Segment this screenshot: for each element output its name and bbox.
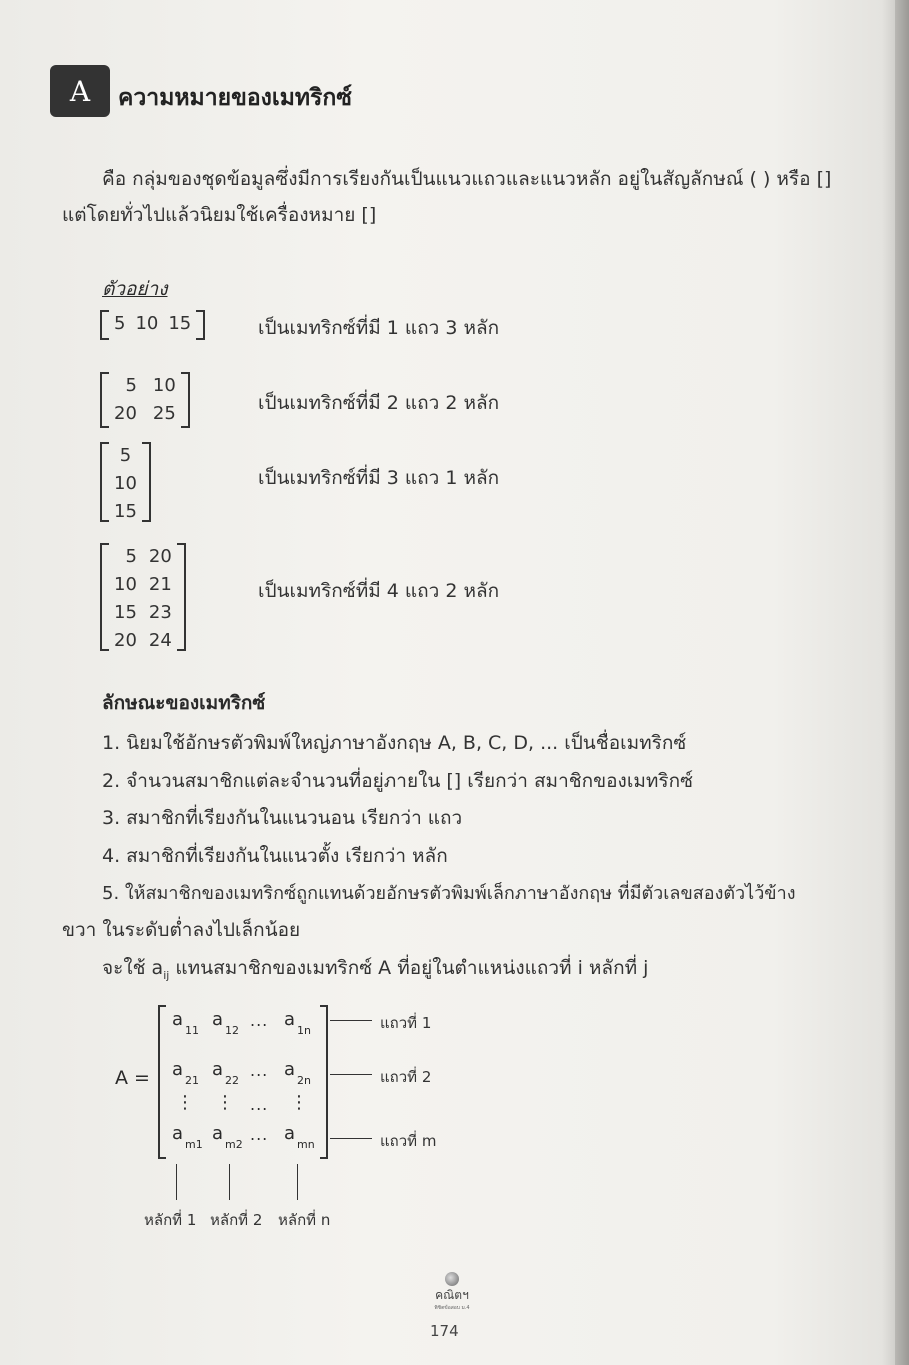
row-pointer-line (330, 1020, 372, 1021)
matrix-cell: 20 (114, 630, 137, 651)
row-label-m: แถวที่ m (380, 1132, 437, 1150)
matrix-cell: 5 (119, 445, 132, 466)
matrix-cell: 21 (148, 574, 172, 595)
characteristic-item-2: 2. จำนวนสมาชิกแต่ละจำนวนที่อยู่ภายใน [] เรียกว่า สมาชิกของเมทริกซ์ (102, 770, 693, 792)
characteristics-title: ลักษณะของเมทริกซ์ (102, 692, 266, 714)
example-matrix-2 (100, 372, 190, 428)
logo-text: คณิตฯ (435, 1288, 469, 1302)
row-label-2: แถวที่ 2 (380, 1068, 432, 1086)
column-pointer-line (229, 1164, 230, 1200)
example-desc-4: เป็นเมทริกซ์ที่มี 4 แถว 2 หลัก (258, 580, 500, 602)
example-label: ตัวอย่าง (102, 278, 168, 300)
matrix-element: $a_{1n}$ (284, 1009, 312, 1037)
matrix-element: $a_{m1}$ (172, 1123, 203, 1151)
example-matrix-1 (100, 310, 205, 340)
left-bracket (100, 442, 109, 522)
characteristic-item-1: 1. นิยมใช้อักษรตัวพิมพ์ใหญ่ภาษาอังกฤษ A, B, C, D, ... เป็นชื่อเมทริกซ์ (102, 732, 687, 754)
column-label-1: หลักที่ 1 (144, 1211, 197, 1229)
horizontal-ellipsis: ... (250, 1061, 269, 1080)
matrix-cell: 23 (148, 602, 172, 623)
logo-subtext: พิชิตข้อสอบ ม.4 (434, 1305, 470, 1311)
column-pointer-line (297, 1164, 298, 1200)
example-desc-1: เป็นเมทริกซ์ที่มี 1 แถว 3 หลัก (258, 317, 500, 339)
general-matrix (158, 1005, 328, 1155)
general-matrix-lhs: A = (115, 1067, 150, 1089)
horizontal-ellipsis: ... (250, 1125, 269, 1144)
definition-line-1: คือ กลุ่มของชุดข้อมูลซึ่งมีการเรียงกันเป็นแนวแถวและแนวหลัก อยู่ในสัญลักษณ์ ( ) หรือ [] (102, 168, 832, 190)
right-bracket (181, 372, 190, 428)
definition-line-2: แต่โดยทั่วไปแล้วนิยมใช้เครื่องหมาย [] (62, 204, 377, 226)
matrix-cell: 15 (114, 602, 137, 623)
column-pointer-line (176, 1164, 177, 1200)
matrix-cell: 25 (152, 403, 176, 424)
right-bracket (177, 543, 186, 651)
column-label-2: หลักที่ 2 (210, 1211, 263, 1229)
aij-sub: ij (163, 968, 170, 982)
horizontal-ellipsis: ... (250, 1011, 269, 1030)
matrix-cell: 10 (152, 375, 176, 396)
right-bracket (196, 310, 205, 340)
matrix-cell: 15 (114, 501, 137, 522)
matrix-cell: 20 (114, 403, 137, 424)
matrix-element: $a_{12}$ (212, 1009, 240, 1037)
characteristic-item-3: 3. สมาชิกที่เรียงกันในแนวนอน เรียกว่า แถว (102, 807, 463, 829)
matrix-element: $a_{21}$ (172, 1059, 200, 1087)
section-badge: A (50, 65, 110, 117)
page-number: 174 (430, 1322, 459, 1340)
right-bracket (320, 1005, 328, 1159)
matrix-element: $a_{2n}$ (284, 1059, 312, 1087)
matrix-cell: 5 (114, 313, 126, 334)
book-spine-shadow (895, 0, 909, 1365)
vertical-ellipsis: ⋮ (290, 1092, 308, 1113)
characteristic-item-5-cont: ขวา ในระดับต่ำลงไปเล็กน้อย (62, 919, 301, 941)
aij-explanation (102, 953, 648, 983)
row-label-1: แถวที่ 1 (380, 1014, 432, 1032)
matrix-cell: 10 (114, 473, 137, 494)
matrix-cell: 10 (114, 574, 137, 595)
characteristic-item-4: 4. สมาชิกที่เรียงกันในแนวตั้ง เรียกว่า หลัก (102, 845, 448, 867)
matrix-element: $a_{m2}$ (212, 1123, 243, 1151)
matrix-element: $a_{11}$ (172, 1009, 200, 1037)
matrix-element: $a_{mn}$ (284, 1123, 315, 1151)
matrix-cell: 20 (148, 546, 172, 567)
right-bracket (142, 442, 151, 522)
matrix-cell: 5 (125, 546, 137, 567)
left-bracket (100, 372, 109, 428)
horizontal-ellipsis: ... (250, 1095, 269, 1114)
example-matrix-4 (100, 543, 186, 651)
logo-ball-icon (445, 1272, 459, 1286)
matrix-cell: 15 (168, 313, 192, 334)
vertical-ellipsis: ⋮ (176, 1092, 194, 1113)
matrix-cell: 10 (135, 313, 159, 334)
matrix-cell: 5 (125, 375, 137, 396)
example-matrix-3 (100, 442, 151, 522)
matrix-cell: 24 (148, 630, 172, 651)
characteristic-item-5: 5. ให้สมาชิกของเมทริกซ์ถูกแทนด้วยอักษรตัวพิมพ์เล็กภาษาอังกฤษ ที่มีตัวเลขสองตัวไว้ข้าง (102, 883, 796, 904)
book-logo (423, 1272, 481, 1312)
example-desc-3: เป็นเมทริกซ์ที่มี 3 แถว 1 หลัก (258, 467, 500, 489)
example-desc-2: เป็นเมทริกซ์ที่มี 2 แถว 2 หลัก (258, 392, 500, 414)
column-label-n: หลักที่ n (278, 1211, 331, 1229)
vertical-ellipsis: ⋮ (216, 1092, 234, 1113)
left-bracket (100, 543, 109, 651)
left-bracket (100, 310, 109, 340)
aij-pre: จะใช้ a (102, 957, 164, 979)
section-title: ความหมายของเมทริกซ์ (118, 85, 352, 111)
left-bracket (158, 1005, 166, 1159)
row-pointer-line (330, 1074, 372, 1075)
matrix-element: $a_{22}$ (212, 1059, 240, 1087)
row-pointer-line (330, 1138, 372, 1139)
aij-post: แทนสมาชิกของเมทริกซ์ A ที่อยู่ในตำแหน่งแถวที่ i หลักที่ j (169, 957, 649, 979)
